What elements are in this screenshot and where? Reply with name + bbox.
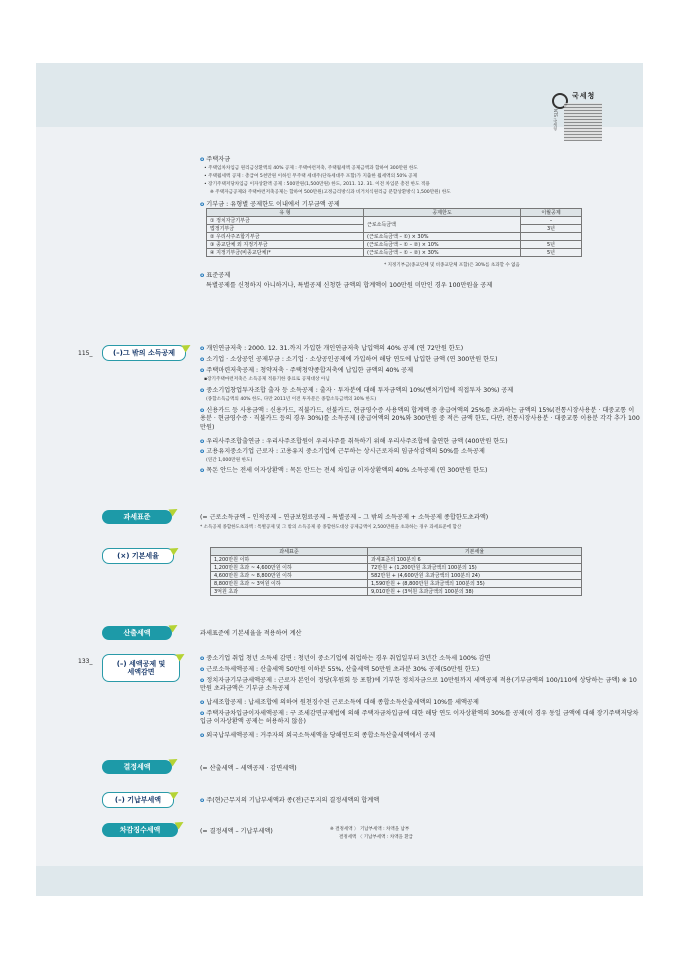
table-header: 이월공제 (521, 209, 582, 217)
tax-base-label: 과세표준 (102, 510, 172, 524)
housing-line: ※ 주택자금공제와 주택마련저축공제는 합하여 500만원(고정금리방식과 비거치식원리금 분할상환방식 1,500만원) 한도 (210, 190, 451, 195)
logo-vertical-text: NTS 국세청 (553, 109, 558, 131)
other-deduction-label: (–)그 밖의 소득공제 (102, 345, 186, 361)
sub-note: ▪장기주택마련저축은 소득공제 적용기한 종료로 공제대상 아님 (204, 377, 330, 382)
calculated-tax-desc: 과세표준에 기본세율을 적용하여 계산 (200, 630, 302, 637)
nts-logo (550, 91, 620, 149)
list-item: o 개인연금저축 : 2000. 12. 31.까지 가입한 개인연금저축 납입액의 40% 공제 (연 72만원 한도) (200, 345, 464, 352)
basic-rate-label: (×) 기본세율 (102, 548, 174, 564)
table-row: ② 우리사주조합기부금 (근로소득금액 – ①) × 30% (207, 233, 582, 241)
list-item: o 고용유지중소기업 근로자 : 고용유지 중소기업에 근무하는 상시근로자의 임금삭감액의 50%를 소득공제 (200, 448, 485, 455)
list-item: o 중소기업 취업 청년 소득세 감면 : 청년이 중소기업에 취업하는 경우 취업일부터 3년간 소득세 100% 감면 (200, 655, 491, 662)
list-item: o 납세조합공제 : 납세조합에 의하여 원천징수된 근로소득에 대해 종합소득산출세액의 10%를 세액공제 (200, 699, 479, 706)
table-row: 4,600만원 초과 ~ 8,800만원 이하 582만원 + (4,600만원 초과금액의 100분의 24) (211, 572, 582, 580)
list-item: o 정치자금기부금세액공제 : 근로자 본인이 정당(후원회 등 포함)에 기부한 정치자금으로 10만원까지 세액공제 적용(기부금액의 100/110에 상당하는 금액) ※ 10만원 초과금액은 기부금 소득공제 (200, 677, 637, 693)
page-number: 115_ (78, 350, 93, 357)
diff-tax-label: 차감징수세액 (102, 823, 178, 837)
prepaid-tax-label: (–) 기납부세액 (102, 792, 174, 808)
housing-title: o 주택자금 (200, 156, 231, 163)
sub-note: (연간 1,000만원 한도) (206, 458, 253, 463)
standard-title: o 표준공제 (200, 272, 231, 279)
list-item: o 주택자금차입금이자세액공제 : 구 조세감면규제법에 의해 주택자금차입금에 대한 해당 연도 이자상환액의 30%를 공제(이 경우 동일 금액에 대해 장기주택저당차입금 이자상환액 공제는 허용하지 않음) (200, 710, 639, 726)
bottom-band (36, 866, 643, 896)
calculated-tax-label: 산출세액 (102, 626, 172, 640)
tax-rate-table (210, 547, 582, 596)
table-row: ① 정치자금기부금 근로소득금액 – (207, 217, 582, 225)
determined-tax-label: 결정세액 (102, 760, 172, 774)
list-item: o 근로소득세액공제 : 산출세액 50만원 이하분 55%, 산출세액 50만원 초과분 30% 공제(50만원 한도) (200, 666, 480, 673)
tax-base-note: * 소득공제 종합한도초과액 : 특별공제 및 그 밖의 소득공제 중 종합한도대상 공제금액이 2,500만원을 초과하는 경우 과세표준에 합산 (200, 525, 462, 530)
qr-code-icon (564, 103, 602, 141)
list-item: o 목돈 안드는 전세 이자상환액 : 목돈 안드는 전세 차입금 이자상환액의 40% 소득공제 (연 300만원 한도) (200, 467, 488, 474)
prepaid-tax-desc: o 주(현)근무지의 기납부세액과 종(전)근무지의 결정세액의 합계액 (200, 797, 380, 804)
list-item: o 중소기업창업투자조합 출자 등 소득공제 : 출자 · 투자분에 대해 투자금액의 10%(벤처기업에 직접투자 30%) 공제 (200, 387, 514, 394)
table-row: 1,200만원 초과 ~ 4,600만원 이하 72만원 + (1,200만원 초과금액의 100분의 15) (211, 564, 582, 572)
table-header: 공제한도 (364, 209, 521, 217)
housing-line: • 장기주택저당차입금 이자상환액 공제 : 500만원(1,500만원) 한도, 2011. 12. 31. 이전 차입분 총전 한도 적용 (204, 182, 430, 187)
list-item: o 주택마련저축공제 : 청약저축 · 주택청약종합저축에 납입한 금액의 40% 공제 (200, 367, 414, 374)
table-header: 과세표준 (211, 548, 368, 556)
page-number: 133_ (78, 658, 93, 665)
determined-tax-desc: (= 산출세액 – 세액공제 · 감면세액) (200, 765, 297, 772)
table-row: ④ 지정기부금(비종교단체)* (근로소득금액 – ① – ②) × 30% 5년 (207, 249, 582, 257)
list-item: o 신용카드 등 사용금액 : 신용카드, 직불카드, 선불카드, 현금영수증 사용액의 합계액 중 총급여액의 25%를 초과하는 금액의 15%(전통시장사용분 · 대중교통 이용분 · 현금영수증 · 직불카드 등의 경우 30%)를 소득공제 (총급여액의 20%와 300만원 중 적은 금액 한도, 다만, 전통시장사용분 · 대중교통 이용분 각각 추가 100만원) (200, 407, 640, 431)
table-header: 기본세율 (368, 548, 582, 556)
table-row: 8,800만원 초과 ~ 3억원 이하 1,590만원 + (8,800만원 초과금액의 100분의 35) (211, 580, 582, 588)
list-item: o 소기업 · 소상공인 공제부금 : 소기업 · 소상공인공제에 가입하여 해당 연도에 납입한 금액 (연 300만원 한도) (200, 356, 498, 363)
diff-tax-note: ※ 결정세액 〉 기납부세액 : 차액을 납부 (330, 827, 410, 832)
list-item: o 외국납부세액공제 : 거주자의 외국소득세액을 당해연도의 종합소득산출세액에서 공제 (200, 732, 436, 739)
table-row: ③ 종교단체 외 지정기부금 (근로소득금액 – ① – ②) × 10% 5년 (207, 241, 582, 249)
housing-line: • 주택임차차입금 원리금상환액의 40% 공제 : 주택마련저축, 주택월세액 공제금액과 합하여 300만원 한도 (204, 166, 418, 171)
table-header: 유 형 (207, 209, 364, 217)
sub-note: (종합소득금액의 40% 한도, 다만 2011년 이전 투자분은 종합소득금액의 30% 한도) (206, 397, 377, 402)
standard-desc: 특별공제를 신청하지 아니하거나, 특별공제 신청한 금액의 합계액이 100만원 미만인 경우 100만원을 공제 (206, 282, 493, 289)
housing-line: • 주택월세액 공제 : 총급여 5천만원 이하인 무주택 세대주(단독세대주 포함)가 지출한 월세액의 50% 공제 (204, 174, 418, 179)
diff-tax-note: 결정세액 〈 기납부세액 : 차액을 환급 (339, 835, 414, 840)
logo-title: 국세청 (572, 92, 596, 100)
table-row: 법정기부금 3년 (207, 225, 582, 233)
tax-base-formula: (= 근로소득금액 – 인적공제 – 연금보험료공제 – 특별공제 – 그 밖의 소득공제 + 소득공제 종합한도초과액) (200, 514, 489, 521)
donation-table (206, 208, 582, 257)
tax-credit-label: (–) 세액공제 및 세액감면 (102, 654, 180, 682)
list-item: o 우리사주조합출연금 : 우리사주조합원이 우리사주를 취득하기 위해 우리사주조합에 출연한 금액 (400만원 한도) (200, 438, 508, 445)
table-row: 3억원 초과 9,010만원 + (3억원 초과금액의 100분의 38) (211, 588, 582, 596)
donation-title: o 기부금 : 유형별 공제한도 이내에서 기부금액 공제 (200, 201, 340, 208)
table-row: 1,200만원 이하 과세표준의 100분의 6 (211, 556, 582, 564)
diff-tax-desc: (= 결정세액 – 기납부세액) (200, 828, 273, 835)
donation-note: * 지정기부금(종교단체 및 비종교단체 포함)은 30%를 초과할 수 없음 (384, 263, 520, 268)
